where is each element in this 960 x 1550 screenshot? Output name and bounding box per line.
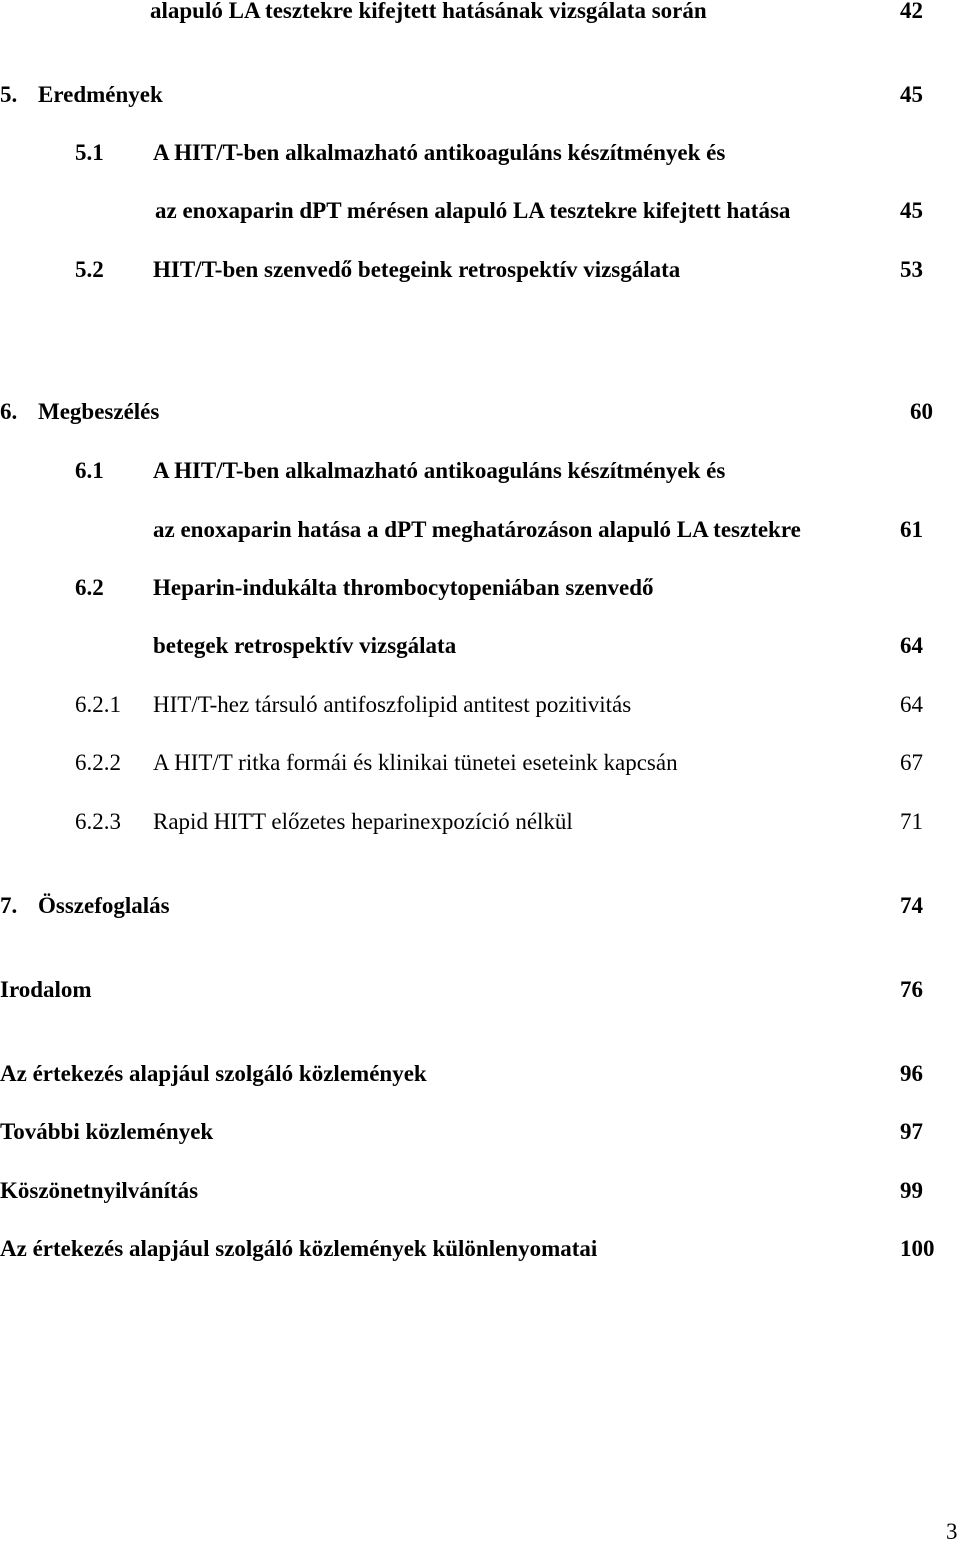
toc-page-number: 61 (900, 517, 923, 542)
toc-entry-title: További közlemények (0, 1119, 214, 1144)
toc-chapter-number: 7. (0, 893, 18, 918)
toc-page-number: 97 (900, 1119, 923, 1144)
toc-subsection-number: 6.2.3 (75, 809, 121, 834)
toc-entry-title: Az értekezés alapjául szolgáló közlemények különlenyomatai (0, 1236, 598, 1261)
toc-subsection-number: 6.2.1 (75, 692, 121, 717)
toc-chapter-title: Eredmények (38, 82, 163, 107)
toc-page-number: 60 (910, 399, 933, 424)
toc-section-title-cont: az enoxaparin dPT mérésen alapuló LA tesztekre kifejtett hatása (155, 198, 791, 223)
toc-entry-text: alapuló LA tesztekre kifejtett hatásának vizsgálata során (150, 0, 707, 23)
toc-section-title: A HIT/T-ben alkalmazható antikoaguláns készítmények és (153, 140, 726, 165)
page-number: 3 (946, 1519, 958, 1544)
toc-section-title: A HIT/T-ben alkalmazható antikoaguláns készítmények és (153, 458, 726, 483)
toc-section-title-cont: betegek retrospektív vizsgálata (153, 633, 457, 658)
toc-page-number: 100 (900, 1236, 935, 1261)
toc-page-number: 64 (900, 633, 923, 658)
toc-page-number: 67 (900, 750, 923, 775)
toc-section-title-cont: az enoxaparin hatása a dPT meghatározáson alapuló LA tesztekre (153, 517, 801, 542)
toc-subsection-title: Rapid HITT előzetes heparinexpozíció nélkül (153, 809, 573, 834)
toc-page-number: 76 (900, 977, 923, 1002)
toc-page-number: 64 (900, 692, 923, 717)
toc-entry-title: Köszönetnyilvánítás (0, 1178, 199, 1203)
toc-entry-title: Irodalom (0, 977, 92, 1002)
toc-page-number: 45 (900, 198, 923, 223)
toc-page-number: 42 (900, 0, 923, 23)
toc-subsection-title: HIT/T-hez társuló antifoszfolipid antitest pozitivitás (153, 692, 632, 717)
toc-page-number: 45 (900, 82, 923, 107)
toc-chapter-number: 6. (0, 399, 18, 424)
toc-page-number: 53 (900, 257, 923, 282)
toc-subsection-title: A HIT/T ritka formái és klinikai tünetei eseteink kapcsán (153, 750, 678, 775)
toc-page-number: 71 (900, 809, 923, 834)
toc-section-number: 6.1 (75, 458, 104, 483)
toc-section-number: 5.1 (75, 140, 104, 165)
toc-section-title: Heparin-indukálta thrombocytopeniában szenvedő (153, 575, 654, 600)
toc-section-number: 5.2 (75, 257, 104, 282)
toc-chapter-number: 5. (0, 82, 18, 107)
toc-page-number: 74 (900, 893, 923, 918)
toc-subsection-number: 6.2.2 (75, 750, 121, 775)
toc-chapter-title: Összefoglalás (38, 893, 170, 918)
toc-page-number: 96 (900, 1061, 923, 1086)
toc-section-number: 6.2 (75, 575, 104, 600)
toc-chapter-title: Megbeszélés (38, 399, 160, 424)
toc-section-title: HIT/T-ben szenvedő betegeink retrospektív vizsgálata (153, 257, 681, 282)
toc-page-number: 99 (900, 1178, 923, 1203)
toc-entry-title: Az értekezés alapjául szolgáló közlemények (0, 1061, 427, 1086)
